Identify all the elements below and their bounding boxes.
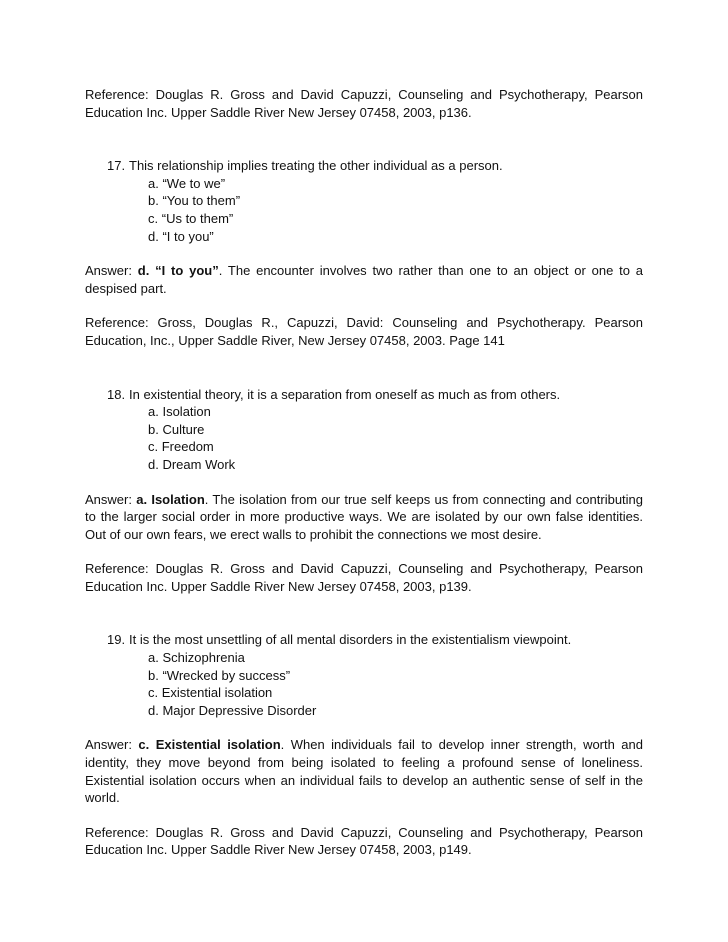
- option-d: d. Dream Work: [148, 456, 236, 472]
- answer-19: Answer: c. Existential isolation. When individuals fail to develop inner strength, worth and identity, they move beyond from being isolated to feeling a profound sense of loneliness. Existential isolation occurs when an individual fails to develop an authentic sense of self in the world.: [85, 737, 643, 806]
- option-a: a. Schizophrenia: [148, 650, 245, 666]
- question-17-options: [85, 175, 643, 245]
- option-c: c. Existential isolation: [148, 685, 273, 701]
- question-19-options: [85, 649, 643, 719]
- question-17-prompt: This relationship implies treating the other individual as a person.: [129, 158, 503, 174]
- question-17-number: 17.: [107, 158, 126, 174]
- option-b: b. “Wrecked by success”: [148, 667, 291, 683]
- reference-p139: Reference: Douglas R. Gross and David Capuzzi, Counseling and Psychotherapy, Pearson Education Inc. Upper Saddle River New Jersey 07458, 2003, p139.: [85, 561, 643, 594]
- question-19-number: 19.: [107, 632, 126, 648]
- question-19: [107, 631, 643, 649]
- reference-p149: Reference: Douglas R. Gross and David Capuzzi, Counseling and Psychotherapy, Pearson Education Inc. Upper Saddle River New Jersey 07458, 2003, p149.: [85, 824, 643, 858]
- question-18-prompt: In existential theory, it is a separation from oneself as much as from others.: [129, 386, 561, 402]
- option-a: a. Isolation: [148, 404, 211, 420]
- question-19-prompt: It is the most unsettling of all mental disorders in the existentialism viewpoint.: [129, 632, 572, 648]
- answer-18-choice: a. Isolation: [136, 491, 205, 507]
- question-17: [107, 157, 643, 175]
- question-18: [107, 386, 643, 404]
- option-a: a. “We to we”: [148, 175, 226, 191]
- option-b: b. “You to them”: [148, 193, 241, 209]
- reference-141: Reference: Gross, Douglas R., Capuzzi, David: Counseling and Psychotherapy. Pearson Education, Inc., Upper Saddle River, New Jersey 07458, 2003. Page 141: [85, 315, 643, 348]
- option-d: d. “I to you”: [148, 228, 214, 244]
- reference-p136: Reference: Douglas R. Gross and David Capuzzi, Counseling and Psychotherapy, Pearson Education Inc. Upper Saddle River New Jersey 07458, 2003, p136.: [85, 87, 643, 120]
- option-b: b. Culture: [148, 421, 205, 437]
- answer-17: Answer: d. “I to you”. The encounter involves two rather than one to an object or one to a despised part.: [85, 263, 643, 296]
- option-d: d. Major Depressive Disorder: [148, 702, 317, 718]
- document-page: [85, 86, 643, 859]
- answer-17-choice: d. “I to you”: [137, 263, 219, 279]
- answer-18: Answer: a. Isolation. The isolation from our true self keeps us from connecting and contributing to the larger social order in more productive ways. We are isolated by our own false identities. Out of our own fears, we erect walls to prohibit the connections we most desire.: [85, 491, 644, 542]
- option-c: c. Freedom: [148, 439, 214, 455]
- question-18-number: 18.: [107, 386, 126, 402]
- option-c: c. “Us to them”: [148, 210, 234, 226]
- answer-19-choice: c. Existential isolation: [138, 737, 281, 753]
- question-18-options: [85, 403, 643, 473]
